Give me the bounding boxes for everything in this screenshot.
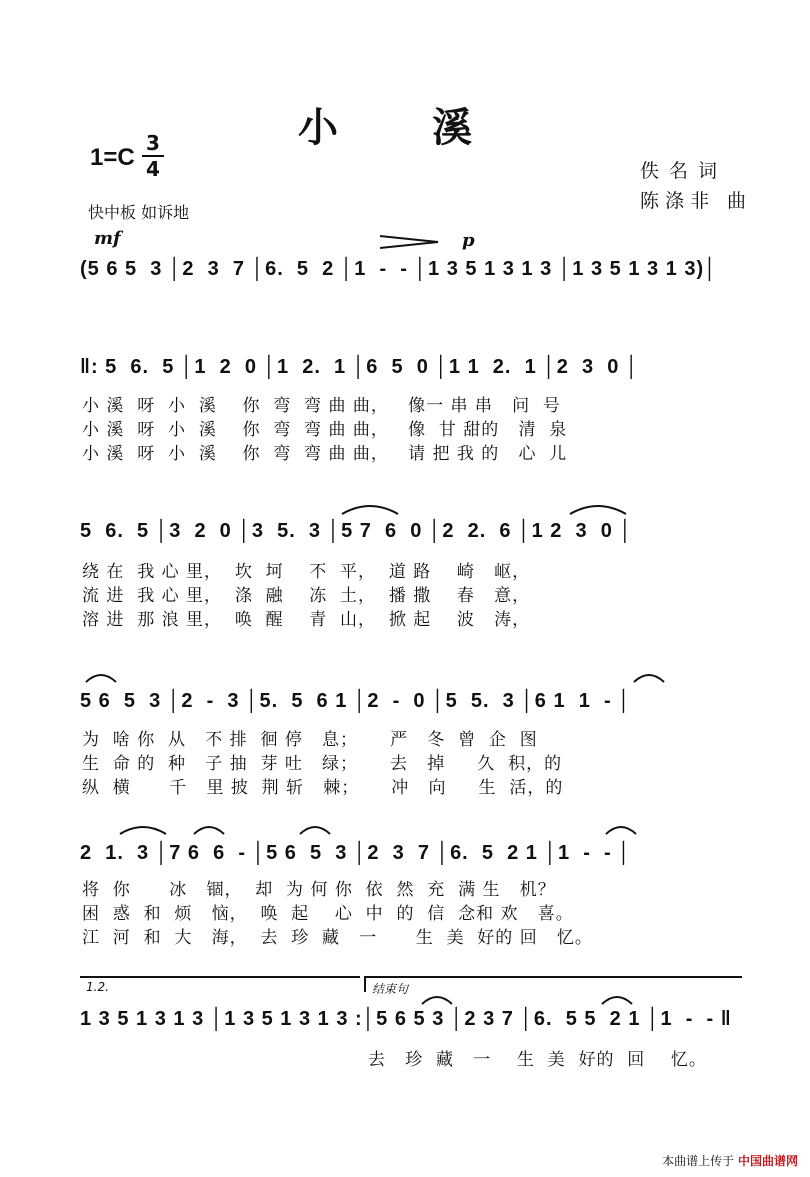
volta-bracket: [80, 976, 360, 994]
notation-line-6: 1 3 5 1 3 1 3 │1 3 5 1 3 1 3 :│5 6 5 3 │2 3 7 │6. 5 5 2 1 │1 - - ‖: [80, 1008, 732, 1030]
tie-arc: [632, 668, 666, 684]
dynamic-mf: mf: [94, 228, 121, 249]
tie-arc: [118, 820, 168, 836]
notation-line-5: 2 1. 3 │7 6 6 - │5 6 5 3 │2 3 7 │6. 5 2 1 │1 - - │: [80, 842, 632, 864]
coda-label: 结束句: [372, 982, 409, 996]
dynamic-p: p: [462, 230, 475, 251]
crescendo-hairpin: [380, 234, 440, 250]
lyric-line-2-verse-2: 小 溪 呀 小 溪 你 弯 弯 曲 曲， 像 甘 甜的 清 泉: [82, 420, 568, 440]
footer-prefix: 本曲谱上传于: [662, 1154, 735, 1168]
lyric-line-3-verse-1: 绕 在 我 心 里， 坎 坷 不 平， 道 路 崎 岖，: [82, 562, 531, 582]
time-top: 3: [146, 131, 160, 155]
lyricist: 佚名词: [640, 160, 728, 182]
lyric-line-3-verse-3: 溶 进 那 浪 里， 唤 醒 青 山， 掀 起 波 涛，: [82, 610, 531, 630]
tie-arc: [192, 820, 226, 836]
lyric-line-5-verse-2: 困 惑 和 烦 恼， 唤 起 心 中 的 信 念和 欢 喜。: [82, 904, 574, 924]
site-logo: 中国曲谱网: [737, 1154, 798, 1168]
tie-arc: [340, 498, 400, 516]
tie-arc: [420, 990, 454, 1006]
lyric-line-5-verse-1: 将 你 冰 锢， 却 为 何 你 依 然 充 满 生 机？: [82, 880, 556, 900]
tie-arc: [604, 820, 638, 836]
tie-arc: [298, 820, 332, 836]
footer-credit: [662, 1152, 798, 1169]
composer: 陈涤非 曲: [640, 190, 753, 212]
tie-arc: [600, 990, 634, 1006]
notation-line-1: (5 6 5 3 │2 3 7 │6. 5 2 │1 - - │1 3 5 1 3 1 3 │1 3 5 1 3 1 3)│: [80, 258, 718, 280]
lyric-line-4-verse-2: 生 命 的 种 子 抽 芽 吐 绿； 去 掉 久 积，的: [82, 754, 563, 774]
time-bottom: 4: [146, 157, 160, 181]
lyric-line-4-verse-1: 为 啥 你 从 不 排 徊 停 息； 严 冬 曾 企 图: [82, 730, 538, 750]
lyric-line-6: 去 珍 藏 一 生 美 好的 回 忆。: [368, 1050, 707, 1070]
key-signature: 1=C: [90, 144, 135, 171]
lyric-line-2-verse-1: 小 溪 呀 小 溪 你 弯 弯 曲 曲， 像一 串 串 问 号: [82, 396, 561, 416]
lyric-line-5-verse-3: 江 河 和 大 海， 去 珍 藏 一 生 美 好的 回 忆。: [82, 928, 593, 948]
lyric-line-3-verse-2: 流 进 我 心 里， 涤 融 冻 土， 播 撒 春 意，: [82, 586, 531, 606]
tie-arc: [568, 498, 628, 516]
time-signature: [142, 132, 164, 180]
lyric-line-2-verse-3: 小 溪 呀 小 溪 你 弯 弯 曲 曲， 请 把 我 的 心 儿: [82, 444, 568, 464]
tie-arc: [84, 668, 118, 684]
lyric-line-4-verse-3: 纵 横 千 里 披 荆 斩 棘； 冲 向 生 活，的: [82, 778, 564, 798]
notation-line-4: 5 6 5 3 │2 - 3 │5. 5 6 1 │2 - 0 │5 5. 3 │6 1 1 - │: [80, 690, 632, 712]
volta-label: 1.2.: [86, 980, 109, 994]
tempo-marking: 快中板 如诉地: [88, 203, 190, 222]
notation-line-2: ‖: 5 6. 5 │1 2 0 │1 2. 1 │6 5 0 │1 1 2. 1 │2 3 0 │: [80, 356, 640, 378]
notation-line-3: 5 6. 5 │3 2 0 │3 5. 3 │5 7 6 0 │2 2. 6 │1 2 3 0 │: [80, 520, 633, 542]
page-title: 小 溪: [298, 104, 512, 151]
